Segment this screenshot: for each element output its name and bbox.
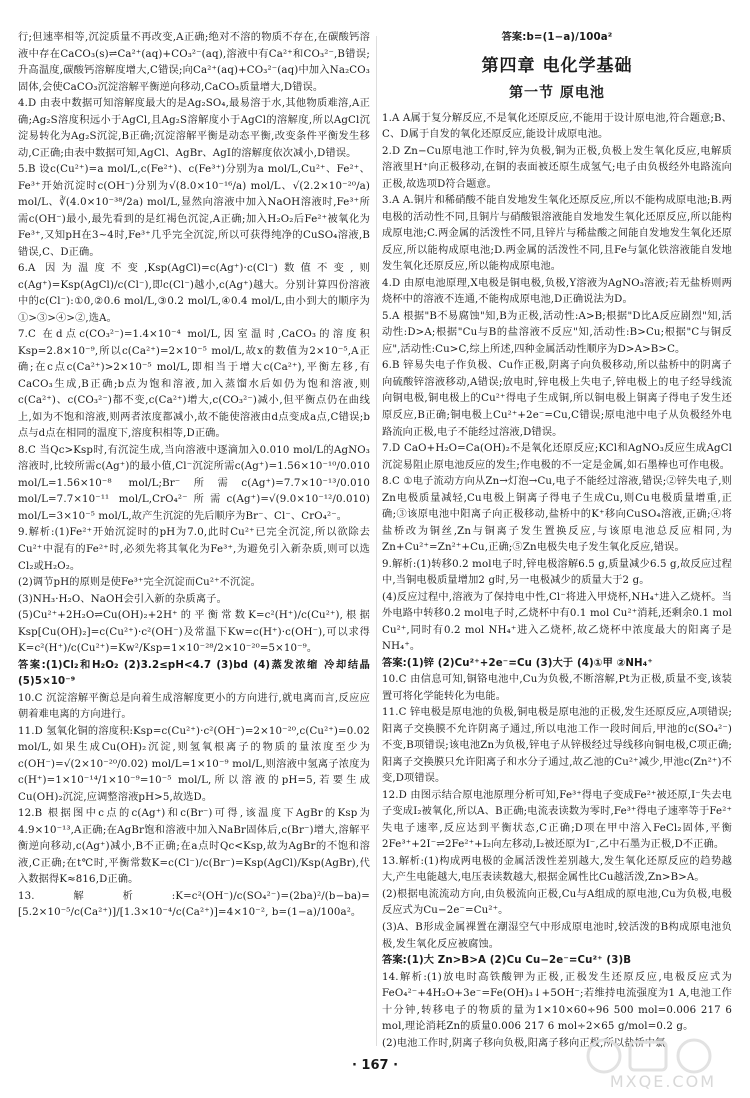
solution-paragraph: 行;但速率相等,沉淀质量不再改变,A正确;绝对不溶的物质不存在,在碳酸钙溶液中存在CaCO₃(s)⇌Ca²⁺(aq)+CO₃²⁻(aq),溶液中有Ca²⁺和CO₃²⁻,B错误;升高温度,碳酸钙溶解度增大,C错误;向Ca²⁺(aq)+CO₃²⁻(aq)中加入Na₂CO₃固体,会使CaCO₃沉淀溶解平衡逆向移动,CaCO₃质量增大,D错误。 [18,32,370,93]
solution-paragraph: 7.C 在d点c(CO₃²⁻)=1.4×10⁻⁴ mol/L,因室温时,CaCO₃的溶度积Ksp=2.8×10⁻⁹,所以c(Ca²⁺)=2×10⁻⁵ mol/L,故x的数值为2×10⁻⁵,A正确;在c点c(Ca²⁺)>2×10⁻⁵ mol/L,即相当于增大c(Ca²⁺),平衡左移,有CaCO₃生成,B正确;b点为饱和溶液,加入蒸馏水后如仍为饱和溶液,则c(Ca²⁺)、c(CO₃²⁻)都不变,c(Ca²⁺)增大,c(CO₃²⁻)减小,但平衡点仍在曲线上,如为不饱和溶液,则两者浓度都减小,故不能使溶液由d点变成a点,C错误;b点与d点在相同的温度下,溶度积相等,D正确。 [18,329,370,440]
solution-paragraph: 答案:(1)Cl₂和H₂O₂ (2)3.2≤pH<4.7 (3)bd (4)蒸发浓缩 冷却结晶 (5)5×10⁻⁹ [18,659,370,688]
solution-paragraph: (3)A、B形成金属裸置在潮湿空气中形成原电池时,较活泼的B构成原电池负极,发生氧化反应被腐蚀。 [382,921,732,950]
solution-paragraph: (3)NH₃·H₂O、NaOH会引入新的杂质离子。 [18,593,227,605]
solution-paragraph: 11.D 氢氧化铜的溶度积:Ksp=c(Cu²⁺)·c²(OH⁻)=2×10⁻²⁰,c(Cu²⁺)=0.02 mol/L,如果生成Cu(OH)₂沉淀,则氢氧根离子的物质的量浓度至少为c(OH⁻)=√(2×10⁻²⁰/0.02) mol/L=1×10⁻⁹ mol/L,则溶液中氢离子浓度为c(H⁺)=1×10⁻¹⁴/1×10⁻⁹=10⁻⁵ mol/L,所以溶液的pH=5,若要生成Cu(OH)₂沉淀,应调整溶液pH>5,故选D。 [18,725,370,803]
solution-paragraph: 11.C 锌电极是原电池的负极,铜电极是原电池的正极,发生还原反应,A项错误;阳离子交换膜不允许阴离子通过,所以电池工作一段时间后,甲池的c(SO₄²⁻)不变,B项错误;该电池Zn为负极,锌电子从锌极经过导线移向铜电极,C项正确;阳离子交换膜只允许阳离子和水分子通过,故乙池的Cu²⁺减少,甲池c(Zn²⁺)不变,D项错误。 [382,707,732,785]
solution-paragraph: 6.B 锌易失电子作负极、Cu作正极,阴离子向负极移动,所以盐桥中的阴离子向硫酸锌溶液移动,A错误;放电时,锌电极上失电子,锌电极上的电子经导线流向铜电极,铜电极上的Cu²⁺得电子生成铜,所以铜电极上铜离子得电子发生还原反应,B正确;铜电极上Cu²⁺+2e⁻=Cu,C错误;原电池中电子从负极经外电路流向正极,电子不能经过溶液,D错误。 [382,360,732,438]
solution-paragraph: 12.B 根据图中c点的c(Ag⁺)和c(Br⁻)可得,该温度下AgBr的Ksp为4.9×10⁻¹³,A正确;在AgBr饱和溶液中加入NaBr固体后,c(Br⁻)增大,溶解平衡逆向移动,c(Ag⁺)减小,B不正确;在a点时Qc<Ksp,故为AgBr的不饱和溶液,C正确;在t℃时,平衡常数K=c(Cl⁻)/c(Br⁻)=Ksp(AgCl)/Ksp(AgBr),代入数据得K≈816,D正确。 [18,808,370,886]
solution-paragraph: (2)根据电流流动方向,由负极流向正极,Cu与A组成的原电池,Cu为负极,电极反应式为Cu−2e⁻=Cu²⁺。 [382,888,732,917]
solution-paragraph: 4.D 由原电池原理,X电极是铜电极,负极,Y溶液为AgNO₃溶液;若无盐桥则两烧杯中的溶液不连通,不能构成原电池,D正确说法为D。 [382,277,732,306]
solution-paragraph: 答案:(1)锌 (2)Cu²⁺+2e⁻=Cu (3)大于 (4)①甲 ②NH₄⁺ [382,657,653,669]
solution-paragraph: 5.A 根据"B不易腐蚀"知,B为正极,活动性:A>B;根据"D比A反应剧烈"知,活动性:D>A;根据"Cu与B的盐溶液不反应"知,活动性:B>Cu;根据"C与铜反应",活动性:Cu>C,综上所述,四种金属活动性顺序为D>A>B>C。 [382,310,732,355]
solution-paragraph: 14.解析:(1)放电时高铁酸钾为正极,正极发生还原反应,电极反应式为FeO₄²⁻+4H₂O+3e⁻=Fe(OH)₃↓+5OH⁻;若维持电流强度为1 A,电池工作十分钟,转移电子的物质的量为1×10×60÷96 500 mol=0.006 217 6 mol,理论消耗Zn的质量0.006 217 6 mol÷2×65 g/mol=0.2 g。 [382,971,732,1033]
right-paragraphs [382,111,732,1052]
solution-paragraph: (2)电池工作时,阴离子移向负极,阳离子移向正极,所以盐桥中氯 [382,1037,666,1049]
solution-paragraph: (2)调节pH的原则是使Fe³⁺完全沉淀而Cu²⁺不沉淀。 [18,577,262,589]
right-column [382,30,732,1052]
solution-paragraph: 6.A 因为温度不变,Ksp(AgCl)=c(Ag⁺)·c(Cl⁻)数值不变,则c(Ag⁺)=Ksp(AgCl)/c(Cl⁻),即c(Cl⁻)越小,c(Ag⁺)越大。分别计算四份溶液中的c(Cl⁻):①0,②0.6 mol/L,③0.2 mol/L,④0.4 mol/L,由小到大的顺序为①>③>④>②,选A。 [18,263,370,324]
solution-paragraph: 12.D 由图示结合原电池原理分析可知,Fe³⁺得电子变成Fe²⁺被还原,I⁻失去电子变成I₂被氧化,所以A、B正确;电流表读数为零时,Fe³⁺得电子速率等于Fe²⁺失电子速率,反应达到平衡状态,C正确;D项在甲中溶入FeCl₂固体,平衡2Fe³⁺+2I⁻⇌2Fe²⁺+I₂向左移动,I₂被还原为I⁻,乙中石墨为正极,D不正确。 [382,789,732,851]
section-title: 第一节 原电池 [509,85,605,102]
solution-paragraph: 13.解析:(1)构成两电极的金属活泼性差别越大,发生氧化还原反应的趋势越大,产生电能越大,电压表读数越大,根据金属性比Cu越活泼,Zn>B>A。 [382,855,732,884]
left-column [18,30,370,922]
solution-paragraph: 8.C ①电子流动方向从Zn→灯泡→Cu,电子不能经过溶液,错误;②锌失电子,则Zn电极质量减轻,Cu电极上铜离子得电子生成Cu,则Cu电极质量增重,正确;③该原电池中阳离子向正极移动,盐桥中的K⁺移向CuSO₄溶液,正确;④将盐桥改为铜丝,Zn与铜离子发生置换反应,与该原电池总反应相同,为Zn+Cu²⁺=Zn²⁺+Cu,正确;⑤Zn电极失电子发生氧化反应,错误。 [382,476,732,554]
solution-paragraph: 8.C 当Qc>Ksp时,有沉淀生成,当向溶液中逐滴加入0.010 mol/L的AgNO₃溶液时,比较所需c(Ag⁺)的最小值,Cl⁻沉淀所需c(Ag⁺)=1.56×10⁻¹⁰/0.010 mol/L=1.56×10⁻⁸ mol/L;Br⁻所需c(Ag⁺)=7.7×10⁻¹³/0.010 mol/L=7.7×10⁻¹¹ mol/L,CrO₄²⁻所需c(Ag⁺)=√(9.0×10⁻¹²/0.010) mol/L=3×10⁻⁵ mol/L,故产生沉淀的先后顺序为Br⁻、Cl⁻、CrO₄²⁻。 [18,444,370,522]
solution-paragraph: 1.A A属于复分解反应,不是氧化还原反应,不能用于设计原电池,符合题意;B、C、D属于自发的氧化还原反应,能设计成原电池。 [382,112,732,141]
answer-line: 答案:b=(1−a)/100a² [501,32,613,43]
solution-paragraph: 4.D 由表中数据可知溶解度最大的是Ag₂SO₄,最易溶于水,其他物质难溶,A正确;Ag₂S溶度积远小于AgCl,且Ag₂S溶解度小于AgCl的溶解度,所以AgCl沉淀易转化为Ag₂S沉淀,B正确;沉淀溶解平衡是动态平衡,改变条件平衡发生移动,C正确;由表中数据可知,AgCl、AgBr、AgI的溶解度依次减小,D错误。 [18,98,370,159]
chapter-title: 第四章 电化学基础 [481,55,633,76]
solution-paragraph: 7.D CaO+H₂O=Ca(OH)₂不是氧化还原反应;KCl和AgNO₃反应生成AgCl沉淀易阻止原电池反应的发生;作电极的不一定是金属,如石墨棒也可作电极。 [382,443,732,471]
solution-paragraph: 9.解析:(1)Fe²⁺开始沉淀时的pH为7.0,此时Cu²⁺已完全沉淀,所以欲除去Cu²⁺中混有的Fe²⁺时,必须先将其氧化为Fe³⁺,为避免引入新杂质,则可以选Cl₂或H₂O₂。 [18,527,370,572]
solution-paragraph: 答案:(1)大 Zn>B>A (2)Cu Cu−2e⁻=Cu²⁺ (3)B [382,955,632,967]
solution-paragraph: (4)反应过程中,溶液为了保持电中性,Cl⁻将进入甲烧杯,NH₄⁺进入乙烧杯。当外电路中转移0.2 mol电子时,乙烧杯中有0.1 mol Cu²⁺消耗,还剩余0.1 mol Cu²⁺,同时有0.2 mol NH₄⁺进入乙烧杯,故乙烧杯中浓度最大的阳离子是NH₄⁺。 [382,591,732,653]
watermark-text: MXQE.COM [609,1072,716,1091]
solution-paragraph: 10.C 由信息可知,铜铬电池中,Cu为负极,不断溶解,Pt为正极,质量不变,该装置可将化学能转化为电能。 [382,674,732,702]
solution-paragraph: 3.A A.铜片和稀硝酸不能自发地发生氧化还原反应,所以不能构成原电池;B.两电极的活动性不同,且铜片与硝酸银溶液能自发地发生氧化还原反应,所以能构成原电池;C.两金属的活泼性不同,且锌片与稀盐酸之间能自发地发生氧化还原反应,所以能构成原电池;D.两金属的活泼性不同,且Fe与氯化铁溶液能自发地发生氧化还原反应,所以能构成原电池。 [382,195,732,273]
page-number: · 167 · [351,1058,399,1073]
solution-paragraph: 10.C 沉淀溶解平衡总是向着生成溶解度更小的方向进行,就电离而言,反应应朝着难电离的方向进行。 [18,692,370,721]
solution-paragraph: 13.解析:K=c²(OH⁻)/c(SO₄²⁻)=(2ba)²/(b−ba)=[5.2×10⁻⁵/c(Ca²⁺)]/[1.3×10⁻⁴/c(Ca²⁺)]=4×10⁻², b=(1−a)/100a²。 [18,890,370,919]
column-divider [376,36,377,1046]
solution-paragraph: (5)Cu²⁺+2H₂O⇌Cu(OH)₂+2H⁺的平衡常数K=c²(H⁺)/c(Cu²⁺),根据Ksp[Cu(OH)₂]=c(Cu²⁺)·c²(OH⁻)及常温下Kw=c(H⁺)·c(OH⁻),可以求得K=c²(H⁺)/c(Cu²⁺)=Kw²/Ksp=1×10⁻²⁸/2×10⁻²⁰=5×10⁻⁹。 [18,610,370,655]
solution-paragraph: 5.B 设c(Cu²⁺)=a mol/L,c(Fe²⁺)、c(Fe³⁺)分别为a mol/L,Cu²⁺、Fe²⁺、Fe³⁺开始沉淀时c(OH⁻)分别为√(8.0×10⁻¹⁶/a) mol/L、√(2.2×10⁻²⁰/a) mol/L、∛(4.0×10⁻³⁸/2a) mol/L,显然向溶液中加入NaOH溶液时,Fe³⁺所需c(OH⁻)最小,最先看到的是红褐色沉淀,A正确;加入H₂O₂后Fe²⁺被氧化为Fe³⁺,又知pH在3~4时,Fe³⁺几乎完全沉淀,所以可获得纯净的CuSO₄溶液,B错误,C、D正确。 [18,164,370,258]
solution-paragraph: 2.D Zn−Cu原电池工作时,锌为负极,铜为正极,负极上发生氧化反应,电解质溶液里H⁺向正极移动,在铜的表面被还原生成氢气;电子由负极经外电路流向正极,故选项D符合题意。 [382,145,732,190]
solution-paragraph: 9.解析:(1)转移0.2 mol电子时,锌电极溶解6.5 g,质量减少6.5 g,故反应过程中,当铜电极质量增加2 g时,另一电极减少的质量大于2 g。 [382,558,732,587]
